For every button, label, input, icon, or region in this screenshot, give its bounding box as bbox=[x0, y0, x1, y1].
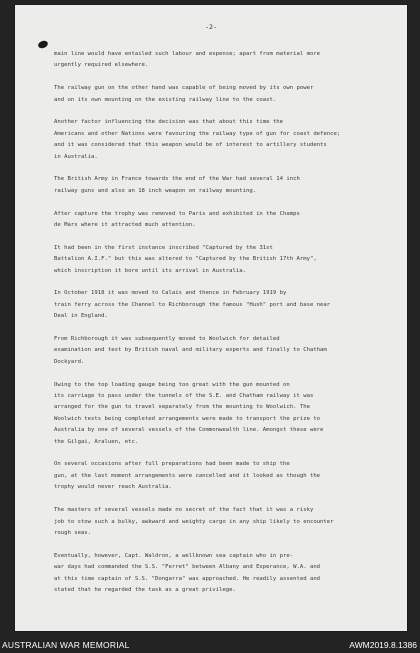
paragraph: From Richborough it was subsequently moved to Woolwich for detailed examination and test by British naval and military experts and finally to Chatham Dockyard. bbox=[54, 336, 327, 365]
footer-institution: AUSTRALIAN WAR MEMORIAL bbox=[2, 640, 130, 650]
paragraph: It had been in the first instance inscribed "Captured by the 31st Battalion A.I.F." but this was altered to "Captured by the British 17th Army", which inscription it bore until its arrival in Australia. bbox=[54, 244, 317, 274]
footer-bar bbox=[0, 637, 420, 653]
document-body bbox=[54, 49, 404, 596]
paragraph: Owing to the top loading gauge being too great with the gun mounted on its carriage to pass under the tunnels of the S.E. and Chatham railway it was arranged for the gun to travel separately from the mounting to Woolwich. The Woolwich tests being completed arrangements were made to transport the prize to Australia by one of several vessels of the Commonwealth line. Amongst these were the Gilgai, Araluen, etc. bbox=[54, 381, 324, 445]
page-number: -2- bbox=[205, 23, 217, 31]
paragraph: main line would have entailed such labour and expense; apart from material more urgently required elsewhere. bbox=[54, 51, 321, 69]
document-page bbox=[14, 4, 408, 632]
paragraph: The railway gun on the other hand was capable of being moved by its own power and on its own mounting on the existing railway line to the coast. bbox=[54, 85, 314, 103]
paragraph: After capture the trophy was removed to Paris and exhibited in the Champs de Mars where it attracted much attention. bbox=[54, 210, 300, 229]
paragraph: Eventually, however, Capt. Waldron, a wellknown sea captain who in pre- war days had commanded the S.S. "Ferret" between Albany and Esperance, W.A. and at this time captain of S.S. "Dongarra" was approached. He readily assented and stated that he regarded the task as a great privilege. bbox=[54, 552, 321, 593]
punch-hole bbox=[37, 40, 49, 50]
paragraph: On several occasions after full preparations had been made to ship the gun, at the last moment arrangements were cancelled and it looked as though the trophy would never reach Australia. bbox=[54, 461, 321, 491]
paragraph: The masters of several vessels made no secret of the fact that it was a risky job to stow such a bulky, awkward and weighty cargo in any ship likely to encounter rough seas. bbox=[54, 507, 334, 536]
paragraph: Another factor influencing the decision was that about this time the Americans and other Nations were favouring the railway type of gun for coast defence; and it was considered that this weapon would be of interest to artillery students in Australia. bbox=[54, 119, 341, 160]
footer-accession-number: AWM2019.8.1386 bbox=[349, 640, 417, 650]
paragraph: In October 1918 it was moved to Calais and thence in February 1919 by train ferry across the Channel to Richborough the famous "Hush" port and base near Deal in England. bbox=[54, 290, 331, 320]
paragraph: The British Army in France towards the end of the War had several 14 inch railway guns and also an 18 inch weapon on railway mounting. bbox=[54, 176, 300, 194]
